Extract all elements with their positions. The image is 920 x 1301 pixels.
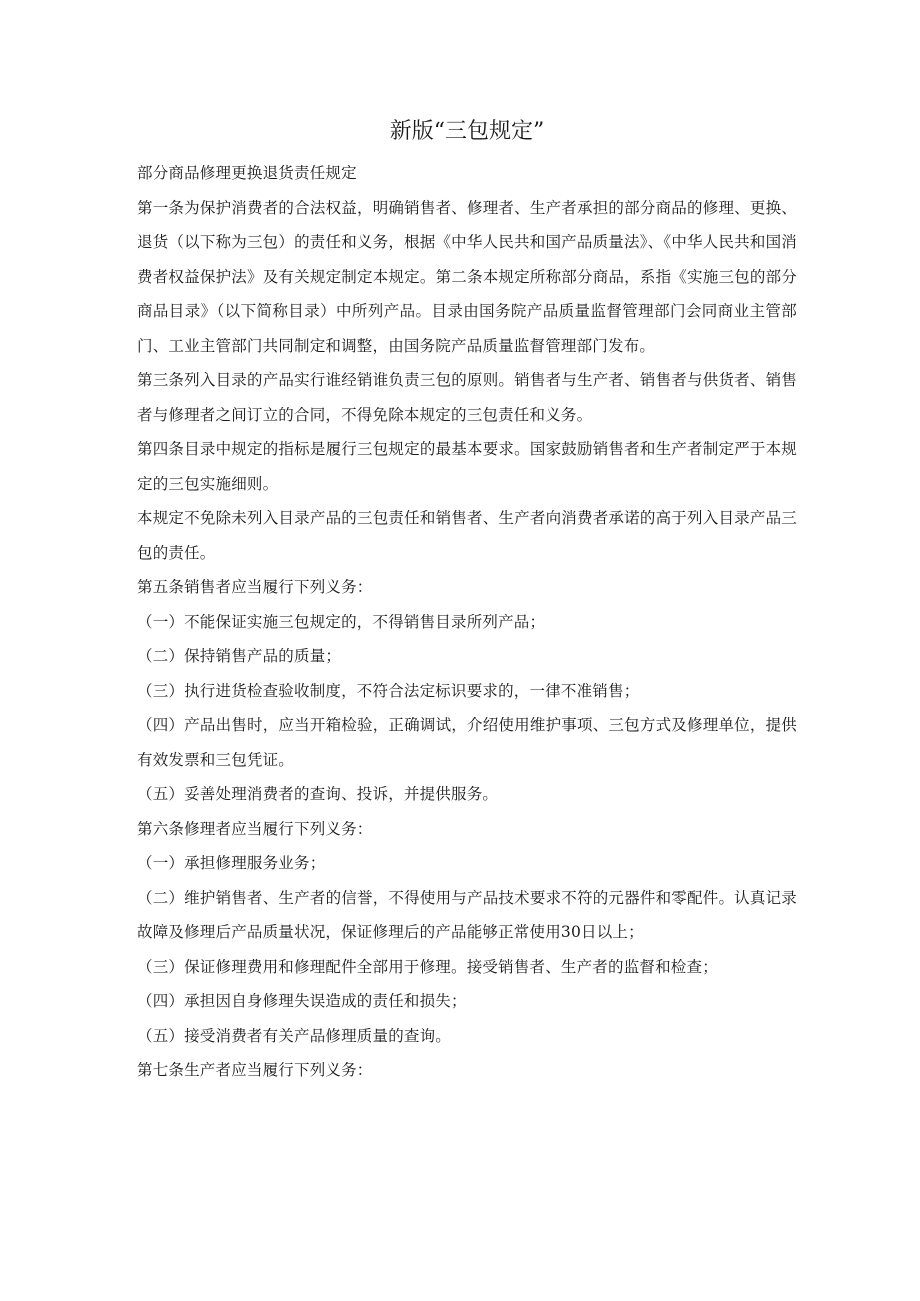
- subtitle: 部分商品修理更换退货责任规定: [137, 164, 357, 182]
- article-1-2: 第一条为保护消费者的合法权益，明确销售者、修理者、生产者承担的部分商品的修理、更换、退货（以下称为三包）的责任和义务，根据《中华人民共和国产品质量法》、《中华人民共和国消费者权益保护法》及有关规定制定本规定。第二条本规定所称部分商品，系指《实施三包的部分商品目录》（以下简称目录）中所列产品。目录由国务院产品质量监督管理部门会同商业主管部门、工业主管部门共同制定和调整，由国务院产品质量监督管理部门发布。: [137, 198, 797, 355]
- article-5-heading: 第五条销售者应当履行下列义务：: [137, 578, 373, 596]
- article-5-item-4: （四）产品出售时，应当开箱检验，正确调试，介绍使用维护事项、三包方式及修理单位，提供有效发票和三包凭证。: [137, 716, 797, 769]
- document-page: [137, 112, 797, 1088]
- article-6-item-1: （一）承担修理服务业务；: [137, 854, 326, 872]
- article-5-item-3: （三）执行进货检查验收制度，不符合法定标识要求的，一律不准销售；: [137, 681, 640, 700]
- article-4: 第四条目录中规定的指标是履行三包规定的最基本要求。国家鼓励销售者和生产者制定严于本规定的三包实施细则。: [137, 440, 797, 493]
- article-5-item-1: （一）不能保证实施三包规定的，不得销售目录所列产品；: [137, 612, 546, 631]
- article-5-item-2: （二）保持销售产品的质量；: [137, 647, 342, 665]
- article-3: 第三条列入目录的产品实行谁经销谁负责三包的原则。销售者与生产者、销售者与供货者、销售者与修理者之间订立的合同，不得免除本规定的三包责任和义务。: [137, 371, 797, 424]
- article-5-item-5: （五）妥善处理消费者的查询、投诉，并提供服务。: [137, 785, 499, 803]
- article-4-note: 本规定不免除未列入目录产品的三包责任和销售者、生产者向消费者承诺的高于列入目录产品三包的责任。: [137, 509, 797, 562]
- document-title: 新版“三包规定”: [389, 119, 545, 144]
- article-6-item-5: （五）接受消费者有关产品修理质量的查询。: [137, 1026, 452, 1045]
- article-6-item-2: （二）维护销售者、生产者的信誉，不得使用与产品技术要求不符的元器件和零配件。认真记录故障及修理后产品质量状况，保证修理后的产品能够正常使用30日以上；: [137, 888, 797, 941]
- article-6-item-4: （四）承担因自身修理失误造成的责任和损失；: [137, 992, 467, 1010]
- article-7-heading: 第七条生产者应当履行下列义务：: [137, 1061, 373, 1079]
- article-6-heading: 第六条修理者应当履行下列义务：: [137, 819, 373, 838]
- article-6-item-3: （三）保证修理费用和修理配件全部用于修理。接受销售者、生产者的监督和检查；: [137, 957, 718, 976]
